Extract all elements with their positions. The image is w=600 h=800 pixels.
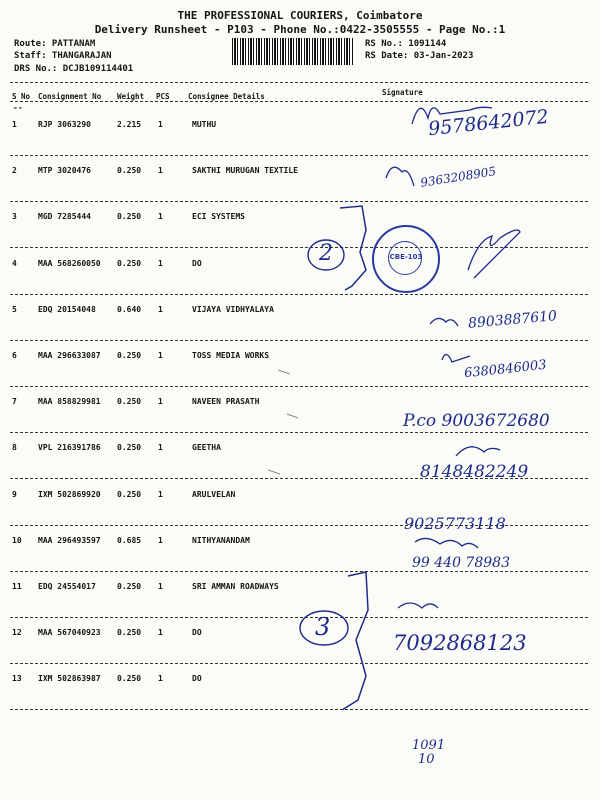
sno-underline: -- [13,103,23,112]
row-pcs: 1 [158,305,163,314]
footer-count: 10 [418,752,435,767]
col-consignment: Consignment No [38,92,102,101]
row-pcs: 1 [158,443,163,452]
row-consignee: ARULVELAN [192,490,236,499]
row-weight: 0.685 [117,536,142,545]
row-divider [10,571,588,572]
company-stamp [372,225,440,293]
drs-number: DRS No.: DCJB109114401 [14,64,134,74]
row-consignee: NAVEEN PRASATH [192,397,260,406]
tick-mark [278,370,290,374]
signature-12 [398,603,438,608]
row-consignee: TOSS MEDIA WORKS [192,351,270,360]
row-consignee: DO [192,674,202,683]
row-pcs: 1 [158,351,163,360]
row-sno: 13 [12,674,22,683]
row-weight: 0.250 [117,212,142,221]
row-consignment: RJP 3063290 [38,120,91,129]
row-divider [10,155,588,156]
rs-date: RS Date: 03-Jan-2023 [365,51,474,61]
row-pcs: 1 [158,259,163,268]
barcode [232,38,354,65]
row-divider [10,663,588,664]
row-divider [10,386,588,387]
row-sno: 7 [12,397,17,406]
signature-5 [430,318,458,326]
row-pcs: 1 [158,212,163,221]
company-title: THE PROFESSIONAL COURIERS, Coimbatore [177,9,423,22]
row-sno: 6 [12,351,17,360]
rs-number: RS No.: 1091144 [365,39,447,49]
row-consignment: MAA 296493597 [38,536,101,545]
row-consignee: NITHYANANDAM [192,536,250,545]
row-weight: 0.250 [117,443,142,452]
signature-4 [468,230,520,278]
phone-row-9: 9025773118 [404,514,506,533]
row-divider [10,432,588,433]
row-pcs: 1 [158,397,163,406]
row-weight: 0.250 [117,674,142,683]
runsheet-subtitle: Delivery Runsheet - P103 - Phone No.:0422-3505555 - Page No.:1 [94,23,506,36]
row-consignment: EDQ 24554017 [38,582,96,591]
phone-row-2: 9363208905 [419,164,497,190]
row-weight: 2.215 [117,120,142,129]
row-sno: 10 [12,536,22,545]
row-weight: 0.250 [117,490,142,499]
row-weight: 0.250 [117,397,142,406]
phone-row-6: 6380846003 [463,357,548,382]
row-divider [10,340,588,341]
row-divider [10,247,588,248]
row-divider [10,709,588,710]
col-weight: Weight [117,92,145,101]
row-pcs: 1 [158,536,163,545]
row-consignment: EDQ 20154048 [38,305,96,314]
tick-mark [268,470,280,474]
row-pcs: 1 [158,628,163,637]
group-number-3: 3 [315,613,331,641]
row-consignment: VPL 216391786 [38,443,101,452]
row-consignee: GEETHA [192,443,221,452]
row-sno: 1 [12,120,17,129]
row-consignee: ECI SYSTEMS [192,212,245,221]
group-bracket-2 [340,206,366,290]
row-consignee: DO [192,628,202,637]
col-signature: Signature [382,88,423,97]
signature-8 [456,447,500,456]
row-weight: 0.250 [117,628,142,637]
row-weight: 0.250 [117,582,142,591]
row-consignment: MTP 3020476 [38,166,91,175]
row-weight: 0.250 [117,166,142,175]
row-sno: 5 [12,305,17,314]
row-consignee: DO [192,259,202,268]
phone-row-8: 8148482249 [420,462,529,482]
row-sno: 3 [12,212,17,221]
group-number-2: 2 [319,241,333,266]
col-pcs: PCS [156,92,170,101]
phone-row-1: 9578642072 [427,105,550,141]
route-label: Route: PATTANAM [14,39,96,49]
row-sno: 12 [12,628,22,637]
col-consignee: Consignee Details [188,92,265,101]
row-weight: 0.640 [117,305,142,314]
header-divider-bottom [10,101,588,102]
staff-label: Staff: THANGARAJAN [14,51,112,61]
row-sno: 11 [12,582,22,591]
signature-10 [415,538,478,548]
group-bracket-3 [342,572,368,710]
signature-2 [386,167,414,186]
row-weight: 0.250 [117,259,142,268]
row-pcs: 1 [158,674,163,683]
row-consignment: IXM 502863987 [38,674,101,683]
row-consignment: MGD 7285444 [38,212,91,221]
row-consignment: MAA 296633087 [38,351,101,360]
phone-row-7: P.co 9003672680 [403,411,550,431]
row-pcs: 1 [158,120,163,129]
row-consignee: SAKTHI MURUGAN TEXTILE [192,166,298,175]
phone-row-10: 99 440 78983 [412,555,510,571]
header-divider-top [10,82,588,83]
row-sno: 8 [12,443,17,452]
row-consignment: MAA 858829981 [38,397,101,406]
row-divider [10,201,588,202]
row-consignment: MAA 568260050 [38,259,101,268]
row-consignee: MUTHU [192,120,217,129]
phone-row-12: 7092868123 [393,631,527,655]
row-consignment: IXM 502869920 [38,490,101,499]
row-pcs: 1 [158,490,163,499]
row-sno: 4 [12,259,17,268]
signature-6 [442,354,470,362]
row-pcs: 1 [158,582,163,591]
stamp-code: CBE-103 [389,253,423,261]
row-sno: 9 [12,490,17,499]
row-divider [10,294,588,295]
row-consignee: SRI AMMAN ROADWAYS [192,582,279,591]
row-consignee: VIJAYA VIDHYALAYA [192,305,274,314]
tick-mark [287,414,298,418]
phone-row-5: 8903887610 [467,308,558,332]
col-sno: S No [12,92,31,101]
row-sno: 2 [12,166,17,175]
row-divider [10,617,588,618]
row-pcs: 1 [158,166,163,175]
footer-number: 1091 [412,738,446,753]
row-consignment: MAA 567040923 [38,628,101,637]
row-weight: 0.250 [117,351,142,360]
